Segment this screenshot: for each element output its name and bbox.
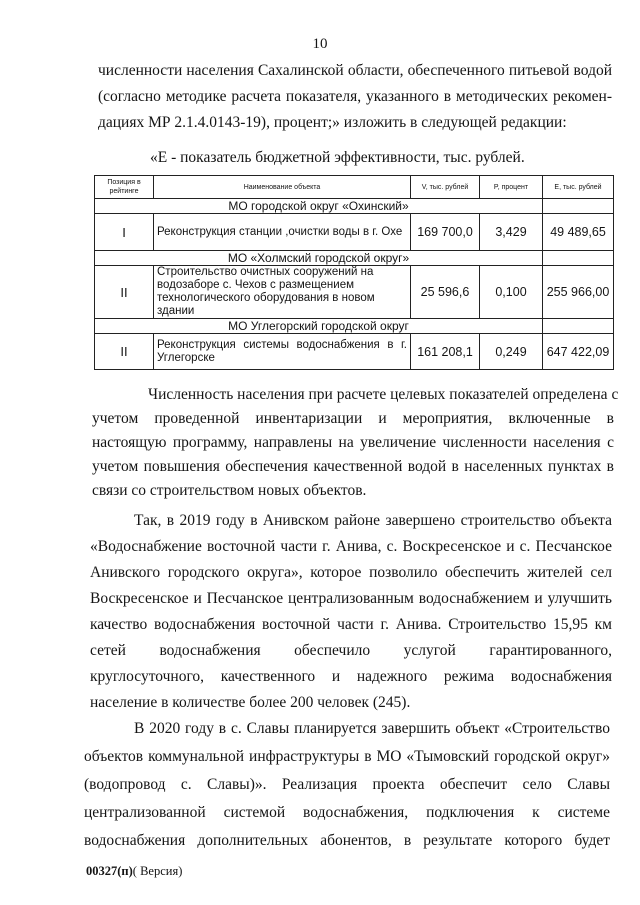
para3-line-4: централизованной системой водоснабжения, подключения к системе: [84, 804, 610, 821]
row-position: I: [95, 214, 154, 251]
table-row: [95, 334, 614, 370]
para2-line-8: население в количестве более 200 человек (245).: [90, 694, 411, 711]
para3-line-5: водоснабжения дополнительных абонентов, в результате которого будет: [84, 832, 610, 849]
para2-line-6: сетей водоснабжения обеспечило услугой гарантированного,: [90, 642, 612, 659]
group-name: МО «Холмский городской округ»: [95, 251, 543, 266]
header-p: P, процент: [480, 176, 543, 199]
group-name: МО Углегорский городской округ: [95, 319, 543, 334]
header-object: Наименование объекта: [154, 176, 411, 199]
row-p: 3,429: [480, 214, 543, 251]
row-object: Реконструкция станции ,очистки воды в г. Охе: [154, 214, 411, 251]
table-header-row: [95, 176, 614, 199]
para2-line-5: качество водоснабжения восточной части г. Анива. Строительство 15,95 км: [90, 616, 612, 633]
row-e: 255 966,00: [543, 266, 614, 319]
para1-line-1: Численность населения при расчете целевых показателей определена с: [148, 386, 619, 403]
row-p: 0,100: [480, 266, 543, 319]
para2-line-2: «Водоснабжение восточной части г. Анива, с. Воскресенское и с. Песчанское: [90, 538, 612, 555]
para1-line-4: учетом повышения обеспечения качественной водой в населенных пунктах в: [92, 458, 614, 475]
row-object: Реконструкция системы водоснабжения в г. Углегорске: [154, 334, 411, 370]
efficiency-table: [94, 175, 614, 370]
para2-line-1: Так, в 2019 году в Анивском районе завершено строительство объекта: [134, 512, 612, 529]
table-row: [95, 214, 614, 251]
intro-line-2: (согласно методике расчета показателя, указанного в методических рекомен-: [98, 88, 612, 105]
row-v: 169 700,0: [411, 214, 480, 251]
header-e: E, тыс. рублей: [543, 176, 614, 199]
row-v: 161 208,1: [411, 334, 480, 370]
group-row: [95, 251, 614, 266]
document-code: 00327(п): [86, 864, 133, 878]
table-row: [95, 266, 614, 319]
group-spacer: [543, 251, 614, 266]
header-v: V, тыс. рублей: [411, 176, 480, 199]
row-v: 25 596,6: [411, 266, 480, 319]
group-row: [95, 319, 614, 334]
formula-definition: «E - показатель бюджетной эффективности, тыс. рублей.: [150, 149, 525, 166]
para2-line-4: Воскресенское и Песчанское централизованным водоснабжением и улучшить: [90, 590, 612, 607]
document-footer: [86, 864, 182, 879]
intro-line-1: численности населения Сахалинской области, обеспеченного питьевой водой: [98, 62, 612, 79]
para1-line-2: учетом проведенной инвентаризации и мероприятия, включенные в: [92, 410, 614, 427]
group-name: МО городской округ «Охинский»: [95, 199, 543, 214]
row-object: Строительство очистных сооружений на водозаборе с. Чехов с размещением технологического оборудования в новом здании: [154, 266, 411, 319]
row-p: 0,249: [480, 334, 543, 370]
para3-line-3: (водопровод с. Славы)». Реализация проекта обеспечит село Славы: [84, 776, 610, 793]
row-e: 647 422,09: [543, 334, 614, 370]
para1-line-3: настоящую программу, направлены на увеличение численности населения с: [92, 434, 614, 451]
header-position: Позиция в рейтинге: [95, 176, 154, 199]
group-spacer: [543, 199, 614, 214]
para2-line-3: Анивского городского округа», которое позволило обеспечить жителей сел: [90, 564, 612, 581]
group-row: [95, 199, 614, 214]
para1-line-5: связи со строительством новых объектов.: [92, 482, 367, 499]
intro-line-3: дациях МР 2.1.4.0143-19), процент;» изложить в следующей редакции:: [98, 114, 567, 131]
row-position: II: [95, 266, 154, 319]
group-spacer: [543, 319, 614, 334]
para3-line-1: В 2020 году в с. Славы планируется завершить объект «Строительство: [134, 720, 610, 737]
para2-line-7: круглосуточного, качественного и надежного режима водоснабжения: [90, 668, 612, 685]
document-version: ( Версия): [132, 864, 183, 878]
page-number: 10: [312, 36, 328, 52]
row-position: II: [95, 334, 154, 370]
row-e: 49 489,65: [543, 214, 614, 251]
para3-line-2: объектов коммунальной инфраструктуры в МО «Тымовский городской округ»: [84, 748, 610, 765]
